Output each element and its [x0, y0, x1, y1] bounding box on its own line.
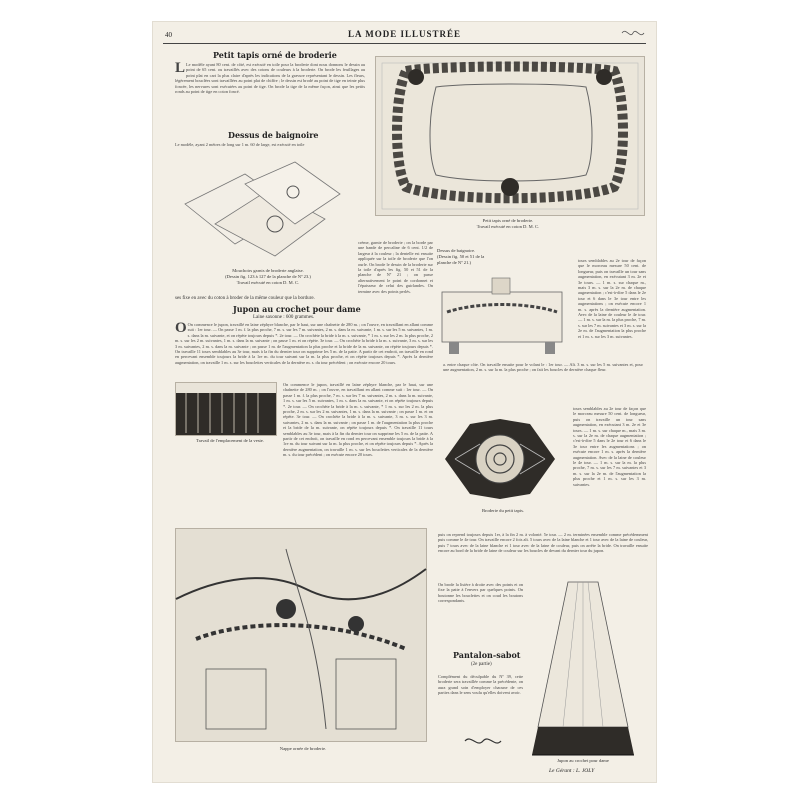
tablecloth-illustration	[176, 529, 426, 741]
caption-baignoire	[437, 248, 497, 266]
caption-jupon: Jupon au crochet pour dame	[557, 758, 609, 763]
figure-broderie-rose	[435, 414, 565, 504]
column-text-right-top: tours semblables au 2e tour de façon que le morceau mesure 50 cent. de longueur, puis on travaille un tour sans augmentation, en exécutant 3 m. 2e et 3e tours. — 1 m. s. sur chaque m., mais 3 m. s. sur la 2e m. de chaque augmentation ; c'est-à-dire 5 dans le 2e tour et 6 dans le 3e tour entre les augmentations ; on exécute encore 1 m. s. après la dernière augmentation. Avec de la laine de couleur le 4e tour. — 1 m. s. sur la m. la plus proche, 7 m. s. sur les 7 m. suivantes et 3 m. s. sur la 2e m. de l'augmentation la plus proche et 1 m. s. sur les 3 m. suivantes.	[578, 258, 646, 339]
bathtub-cover-illustration	[437, 272, 567, 357]
section-title-baignoire: Dessus de baignoire	[228, 130, 319, 140]
section-title-tapis: Petit tapis orné de broderie	[213, 50, 337, 60]
caption-tapis	[423, 218, 593, 230]
section-text-jupon-top: O On commence le jupon, travaillé en laine zéphyre blanche, par le haut, sur une chaînette de 280 m. ; on l'ouvre, en travaillant en allant comme suit : 1er tour. — On passe 1 m. f. la plus proche, 7 m. s. sur les 7 m. suivantes, 2 m. s. dans la m. suivante, 1 m. s. sur les 5 m. suivantes, 1 m. s. dans la m. suivante, et on répète toujours depuis *. 2e tour. — On crochète la bride à la m. s. suivante, * 1 m. s. sur les 2 m. la plus proche, 2 m. s. sur les 2 m. suivantes, 1 m. s. dans la m. suivante ; on passe 1 m. et on répète. 3e tour. — On crochète la bride à la m. s. suivante, 3 m. s. sur les 3 m. suivantes, 2 m. s. dans la m. suivante ; on passe 1 m. de l'augmentation la plus proche et la bride de la m. suivante, on répète toujours depuis *. On travaille 11 tours semblables au 3e tour, mais à la fin du dernier tour on supprime les 5 m. de la patte. A partir de cet endroit, on travaille en rond en percevant ensemble toujours la bride à la 1re m. du tour suivant sur la m. la plus proche, et on répète toujours depuis *. Après la dernière augmentation, on travaille 1 m. s. sur les bouclettes verticales de la dernière m. s. du tour précédent ; on exécute encore 20 tours.	[175, 320, 433, 365]
intro-line: ses fixe en avec du coton à broder de la même couleur que la bordure.	[175, 296, 315, 301]
flourish-icon	[463, 734, 503, 748]
section-text-jupon-continued: On commence le jupon, travaillé en laine zéphyre blanche, par le haut, sur une chaînette de 280 m. ; on l'ouvre, en travaillant en allant comme suit : 1er tour. — On passe 1 m. f. la plus proche, 7 m. s. sur les 7 m. suivantes, 2 m. s. dans la m. suivante, 1 m. s. sur les 5 m. suivantes, 1 m. s. dans la m. suivante, et on répète toujours depuis *. 2e tour. — On crochète la bride à la m. s. suivante, * 1 m. s. sur les 2 m. la plus proche, 2 m. s. sur les 2 m. suivantes, 1 m. s. dans la m. suivante ; on passe 1 m. et on répète. 3e tour. — On crochète la bride à la m. s. suivante, 3 m. s. sur les 3 m. suivantes, 2 m. s. dans la m. suivante ; on passe 1 m. de l'augmentation la plus proche et la bride de la m. suivante, on répète toujours depuis *. On travaille 11 tours semblables au 3e tour, mais à la fin du dernier tour on supprime les 5 m. de la patte. A partir de cet endroit, on travaille en rond en percevant ensemble toujours la bride à la 1re m. du tour suivant sur la m. la plus proche, et on répète toujours depuis *. Après la dernière augmentation, on travaille 1 m. s. sur les bouclettes verticales de la dernière m. s. du tour précédent ; on exécute encore 20 tours.	[283, 382, 433, 458]
rose-embroidery-illustration	[435, 414, 565, 504]
column-text-middle-lower: On brode la lisière à droite avec des points et on fixe la patte à l'envers par quelques points. On boutonne les bouclettes et on coud les boutons correspondants.	[438, 582, 523, 604]
section-part: (2e partie)	[471, 662, 492, 667]
section-title-jupon: Jupon au crochet pour dame	[233, 304, 361, 314]
column-text-right-intro: a. entre chaque côte. On travaille ensuite pour le volant le : 1er tour. — Alt. 3 m. s. sur les 5 m. suivantes et, pour une augmentation, 2 m. s. sur la m. la plus proche ; on fait les boucles de dernière chaque fleur.	[443, 362, 643, 373]
figure-nappe	[175, 528, 427, 742]
tapis-embroidery-illustration	[376, 57, 644, 215]
section-title-pantalon: Pantalon-sabot	[453, 650, 521, 660]
caption-line: (Dessin fig. 123 à 127 de la planche de Nº 23.)	[225, 273, 311, 279]
drop-cap: O	[175, 320, 187, 336]
caption-veste: Travail de l'emplacement de la veste.	[195, 438, 264, 443]
page-number: 40	[165, 31, 172, 39]
magazine-page	[153, 22, 656, 782]
drop-cap: L	[175, 60, 186, 76]
header-rule	[163, 43, 646, 44]
section-text-pantalon: Complément du déculpable du Nº 39, cette broderie sera travaillée comme la précédente, on aura grand soin d'employer chacune de ces parties dans le sens voulu qu'elles doivent avoir.	[438, 674, 523, 696]
figure-baignoire	[437, 272, 567, 357]
column-text-bottom: puis on reprend toujours depuis 1er, à la fin 2 m. à volonté. 5e tour. — 2 m. terminées ensemble comme précédemment puis comme le 4e tour. On travaille encore 2 fois alt. 5 tours avec de la laine blanche et 1 tour avec de la laine de couleur, puis 7 tours avec de la laine blanche et 1 tour avec de la laine de couleur, puis on arrête la bride. On travaille ensuite encore au bord de la bride de laine de couleur sur les boucles de devant du dernier tour du jupon.	[438, 532, 648, 554]
figure-petit-tapis	[375, 56, 645, 216]
crochet-swatch-illustration	[176, 383, 276, 435]
caption-line: Travail exécuté en coton D. M. C.	[476, 223, 540, 229]
caption-mouchoirs	[193, 268, 343, 286]
materials-line: Laine saxonne : 600 grammes.	[253, 315, 315, 320]
petticoat-illustration	[528, 577, 638, 757]
caption-line: Dessus de baignoire.	[437, 248, 476, 253]
section-text-tapis: L Le modèle ayant 80 cent. de côté, est exécuté en toile pour la broderie dont nous donnons le dessin au point de 65 cent. ou travaillés avec des cotons de couleurs à la broderie. On brode les feuillages au point plat en cart la plus claire d'après les indications de la gravure représentant le dessin. Les fleurs, légèrement bouclées sont travaillées au point plat de chiffre ; le dessin est brodé au point de tige en teinte plus foncée, les nervures sont exécutées au point de tige. On brode la tige de la même façon, ainsi que les petits ronds au point de tige en coton foncé.	[175, 60, 365, 95]
figure-mouchoirs	[175, 154, 350, 264]
caption-line: Petit tapis orné de broderie.	[482, 218, 534, 223]
caption-nappe: Nappe ornée de broderie.	[279, 746, 327, 751]
running-title: LA MODE ILLUSTRÉE	[347, 29, 462, 39]
caption-line: (Dessin fig. 50 et 51 de la	[437, 253, 485, 259]
signature: Le Gérant : L. JOLY	[549, 768, 595, 774]
column-text-middle: crème, garnie de broderie ; on la borde par une bande de percaline de 6 cent. 1/2 de largeur à la couleur ; la dentelle est ensuite appliquée sur la toile de broderie que l'on ourle. On brode le dessin de la broderie sur la toile d'après les fig. 50 et 51 de la planche de Nº 21 ; on passe alternativement le point de cordonnet et l'épaisseur de celui des guirlandes. On termine avec des points perlés.	[358, 240, 433, 294]
caption-line: planche de Nº 21.)	[437, 259, 472, 265]
caption-line: Travail exécuté en coton D. M. C.	[236, 279, 300, 285]
column-text-right: tours semblables au 2e tour de façon que le morceau mesure 50 cent. de longueur, puis on travaille un tour sans augmentation, en exécutant 3 m. 2e et 3e tours. — 1 m. s. sur chaque m., mais 3 m. s. sur la 2e m. de chaque augmentation ; c'est-à-dire 5 dans le 2e tour et 6 dans le 3e tour entre les augmentations ; on exécute encore 1 m. s. après la dernière augmentation. Avec de la laine de couleur le 4e tour. — 1 m. s. sur la m. la plus proche, 7 m. s. sur les 7 m. suivantes et 3 m. s. sur la 2e m. de l'augmentation la plus proche et 1 m. s. sur les 3 m. suivantes.	[573, 406, 646, 487]
handkerchiefs-illustration	[175, 154, 350, 264]
caption-broderie: Broderie du petit tapis.	[481, 508, 525, 513]
ornament-icon	[620, 27, 646, 39]
caption-line: Mouchoirs garnis de broderie anglaise.	[232, 268, 304, 273]
section-text-baignoire: Le modèle, ayant 2 mètres de long sur 1 m. 60 de large, est exécuté en toile	[175, 142, 305, 147]
figure-veste-swatch	[175, 382, 277, 436]
figure-jupon	[528, 577, 638, 757]
